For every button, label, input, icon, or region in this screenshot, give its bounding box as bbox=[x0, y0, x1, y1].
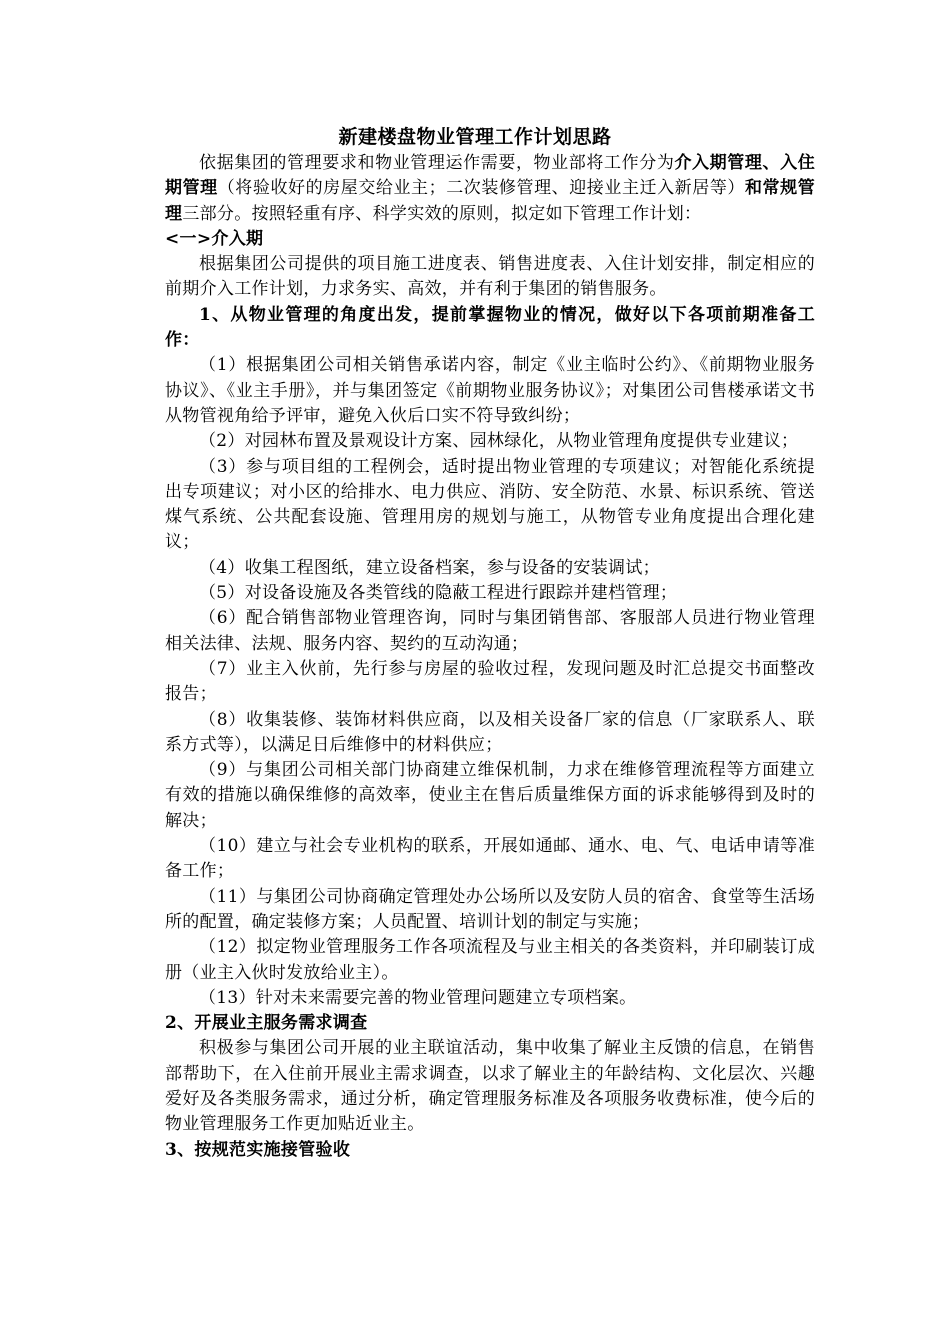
intro-text-2: （将验收好的房屋交给业主；二次装修管理、迎接业主迁入新居等） bbox=[217, 178, 745, 199]
intro-paragraph bbox=[165, 151, 815, 227]
intro-text-3: 三部分。按照轻重有序、科学实效的原则，拟定如下管理工作计划： bbox=[182, 203, 702, 224]
document-body bbox=[165, 151, 815, 1163]
item1-point: （9）与集团公司相关部门协商建立维保机制，力求在维修管理流程等方面建立有效的措施以确保维修的高效率，使业主在售后质量维保方面的诉求能够得到及时的解决； bbox=[165, 760, 815, 831]
item1-point: （3）参与项目组的工程例会，适时提出物业管理的专项建议；对智能化系统提出专项建议；对小区的给排水、电力供应、消防、安全防范、水景、标识系统、管送煤气系统、公共配套设施、管理用房的规划与施工，从物管专业角度提出合理化建议； bbox=[165, 456, 815, 553]
item1-point: （13）针对未来需要完善的物业管理问题建立专项档案。 bbox=[199, 987, 637, 1008]
item1-point: （5）对设备设施及各类管线的隐蔽工程进行跟踪并建档管理； bbox=[199, 583, 678, 604]
item1-point: （7）业主入伙前，先行参与房屋的验收过程，发现问题及时汇总提交书面整改报告； bbox=[165, 658, 815, 705]
item2-paragraph: 积极参与集团公司开展的业主联谊活动，集中收集了解业主反馈的信息，在销售部帮助下，在入住前开展业主需求调查，以求了解业主的年龄结构、文化层次、兴趣爱好及各类服务需求，通过分析，确定管理服务标准及各项服务收费标准，使今后的物业管理服务工作更加贴近业主。 bbox=[165, 1038, 815, 1135]
item1-point: （6）配合销售部物业管理咨询，同时与集团销售部、客服部人员进行物业管理相关法律、法规、服务内容、契约的互动沟通； bbox=[165, 608, 815, 654]
section-intervention-paragraph: 根据集团公司提供的项目施工进度表、销售进度表、入住计划安排，制定相应的前期介入工作计划，力求务实、高效，并有利于集团的销售服务。 bbox=[165, 254, 815, 300]
item1-point: （1）根据集团公司相关销售承诺内容，制定《业主临时公约》、《前期物业服务协议》、《业主手册》，并与集团签定《前期物业服务协议》；对集团公司售楼承诺文书从物管视角给予评审，避免入伙后口实不符导致纠纷； bbox=[165, 355, 815, 426]
item1-point: （12）拟定物业管理服务工作各项流程及与业主相关的各类资料，并印刷装订成册（业主入伙时发放给业主）。 bbox=[165, 937, 815, 983]
item1-point: （8）收集装修、装饰材料供应商，以及相关设备厂家的信息（厂家联系人、联系方式等），以满足日后维修中的材料供应； bbox=[165, 709, 815, 755]
section-heading-intervention: <一>介入期 bbox=[165, 228, 264, 249]
item1-point: （10）建立与社会专业机构的联系，开展如通邮、通水、电、气、电话申请等准备工作； bbox=[165, 836, 815, 882]
item1-heading: 1、从物业管理的角度出发，提前掌握物业的情况，做好以下各项前期准备工作： bbox=[165, 304, 815, 351]
item1-point: （11）与集团公司协商确定管理处办公场所以及安防人员的宿舍、食堂等生活场所的配置，确定装修方案；人员配置、培训计划的制定与实施； bbox=[165, 886, 815, 932]
document-title: 新建楼盘物业管理工作计划思路 bbox=[338, 126, 612, 148]
item2-heading: 2、开展业主服务需求调查 bbox=[165, 1013, 368, 1034]
item1-point: （4）收集工程图纸，建立设备档案，参与设备的安装调试； bbox=[199, 557, 660, 578]
item1-point: （2）对园林布置及景观设计方案、园林绿化，从物业管理角度提供专业建议； bbox=[199, 431, 799, 452]
intro-bold-1: 介入期管理、入住期管理 bbox=[165, 153, 815, 199]
intro-bold-2: 和常规管理 bbox=[165, 178, 816, 224]
item3-heading: 3、按规范实施接管验收 bbox=[165, 1139, 351, 1160]
intro-text-1: 依据集团的管理要求和物业管理运作需要，物业部将工作分为 bbox=[199, 153, 675, 173]
